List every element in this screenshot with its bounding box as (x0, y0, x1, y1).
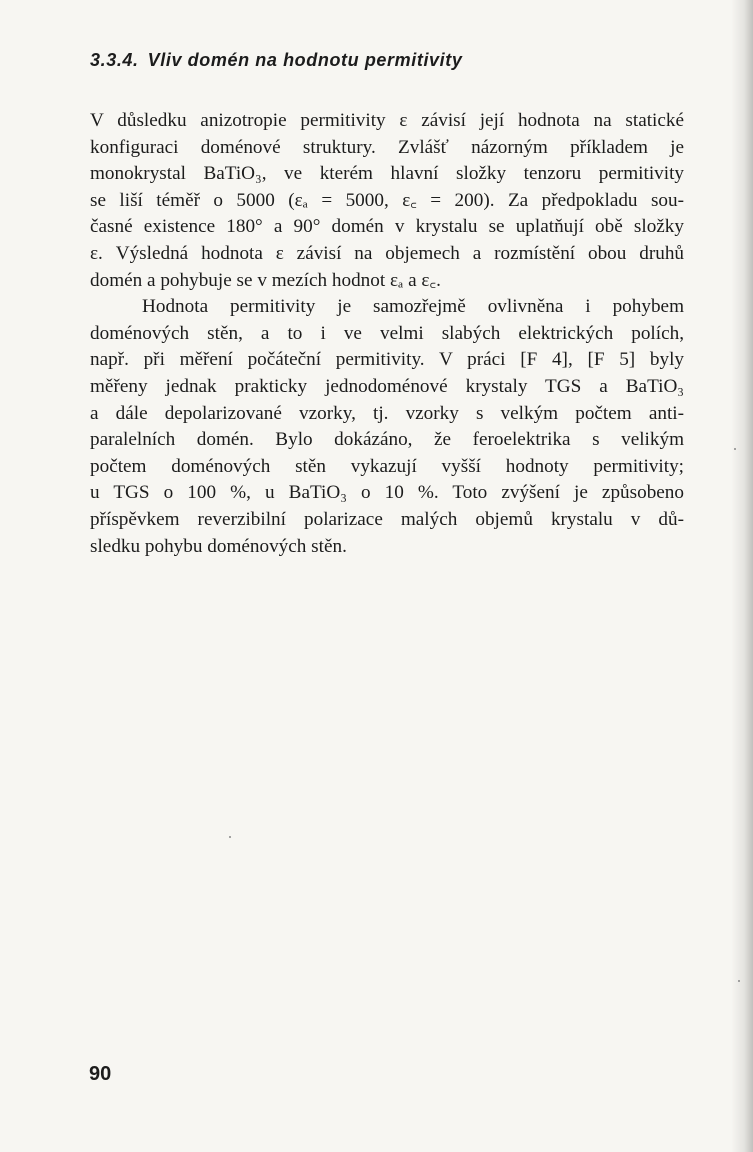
text-line: u TGS o 100 %, u BaTiO₃ o 10 %. Toto zvýšení je způsobeno (90, 482, 684, 504)
text-line: se liší téměř o 5000 (εₐ = 5000, ε꜀ = 200). Za předpokladu sou- (90, 189, 684, 211)
section-heading (90, 50, 462, 71)
text-line: ε. Výsledná hodnota ε závisí na objemech a rozmístění obou druhů (90, 242, 684, 264)
body-text (90, 108, 684, 560)
text-line: V důsledku anizotropie permitivity ε závisí její hodnota na statické (90, 110, 684, 131)
text-line: domén a pohybuje se v mezích hodnot εₐ a ε꜀. (90, 269, 441, 291)
text-line: Hodnota permitivity je samozřejmě ovlivněna i pohybem (142, 296, 684, 318)
page-number: 90 (89, 1063, 112, 1085)
text-line: paralelních domén. Bylo dokázáno, že feroelektrika s velikým (90, 429, 684, 451)
paragraph-1 (90, 108, 684, 294)
paragraph-2 (90, 294, 684, 560)
text-line: počtem doménových stěn vykazují vyšší hodnoty permitivity; (90, 455, 684, 477)
page-edge-shadow (731, 0, 753, 1152)
text-line: měřeny jednak prakticky jednodoménové krystaly TGS a BaTiO₃ (90, 375, 684, 397)
text-line: monokrystal BaTiO₃, ve kterém hlavní složky tenzoru permitivity (90, 163, 684, 185)
paper-speck (229, 836, 231, 838)
text-line: doménových stěn, a to i ve velmi slabých elektrických polích, (90, 322, 684, 344)
section-title: Vliv domén na hodnotu permitivity (147, 50, 463, 70)
text-line: sledku pohybu doménových stěn. (90, 535, 347, 557)
paper-speck (734, 448, 736, 450)
paper-speck (738, 980, 740, 982)
text-line: a dále depolarizované vzorky, tj. vzorky s velkým počtem anti- (90, 402, 684, 424)
text-line: časné existence 180° a 90° domén v krystalu se uplatňují obě složky (90, 216, 684, 238)
section-number: 3.3.4. (90, 50, 139, 70)
text-line: konfiguraci doménové struktury. Zvlášť názorným příkladem je (90, 136, 684, 158)
text-line: příspěvkem reverzibilní polarizace malých objemů krystalu v dů- (90, 508, 684, 530)
text-line: např. při měření počáteční permitivity. V práci [F 4], [F 5] byly (90, 349, 684, 371)
